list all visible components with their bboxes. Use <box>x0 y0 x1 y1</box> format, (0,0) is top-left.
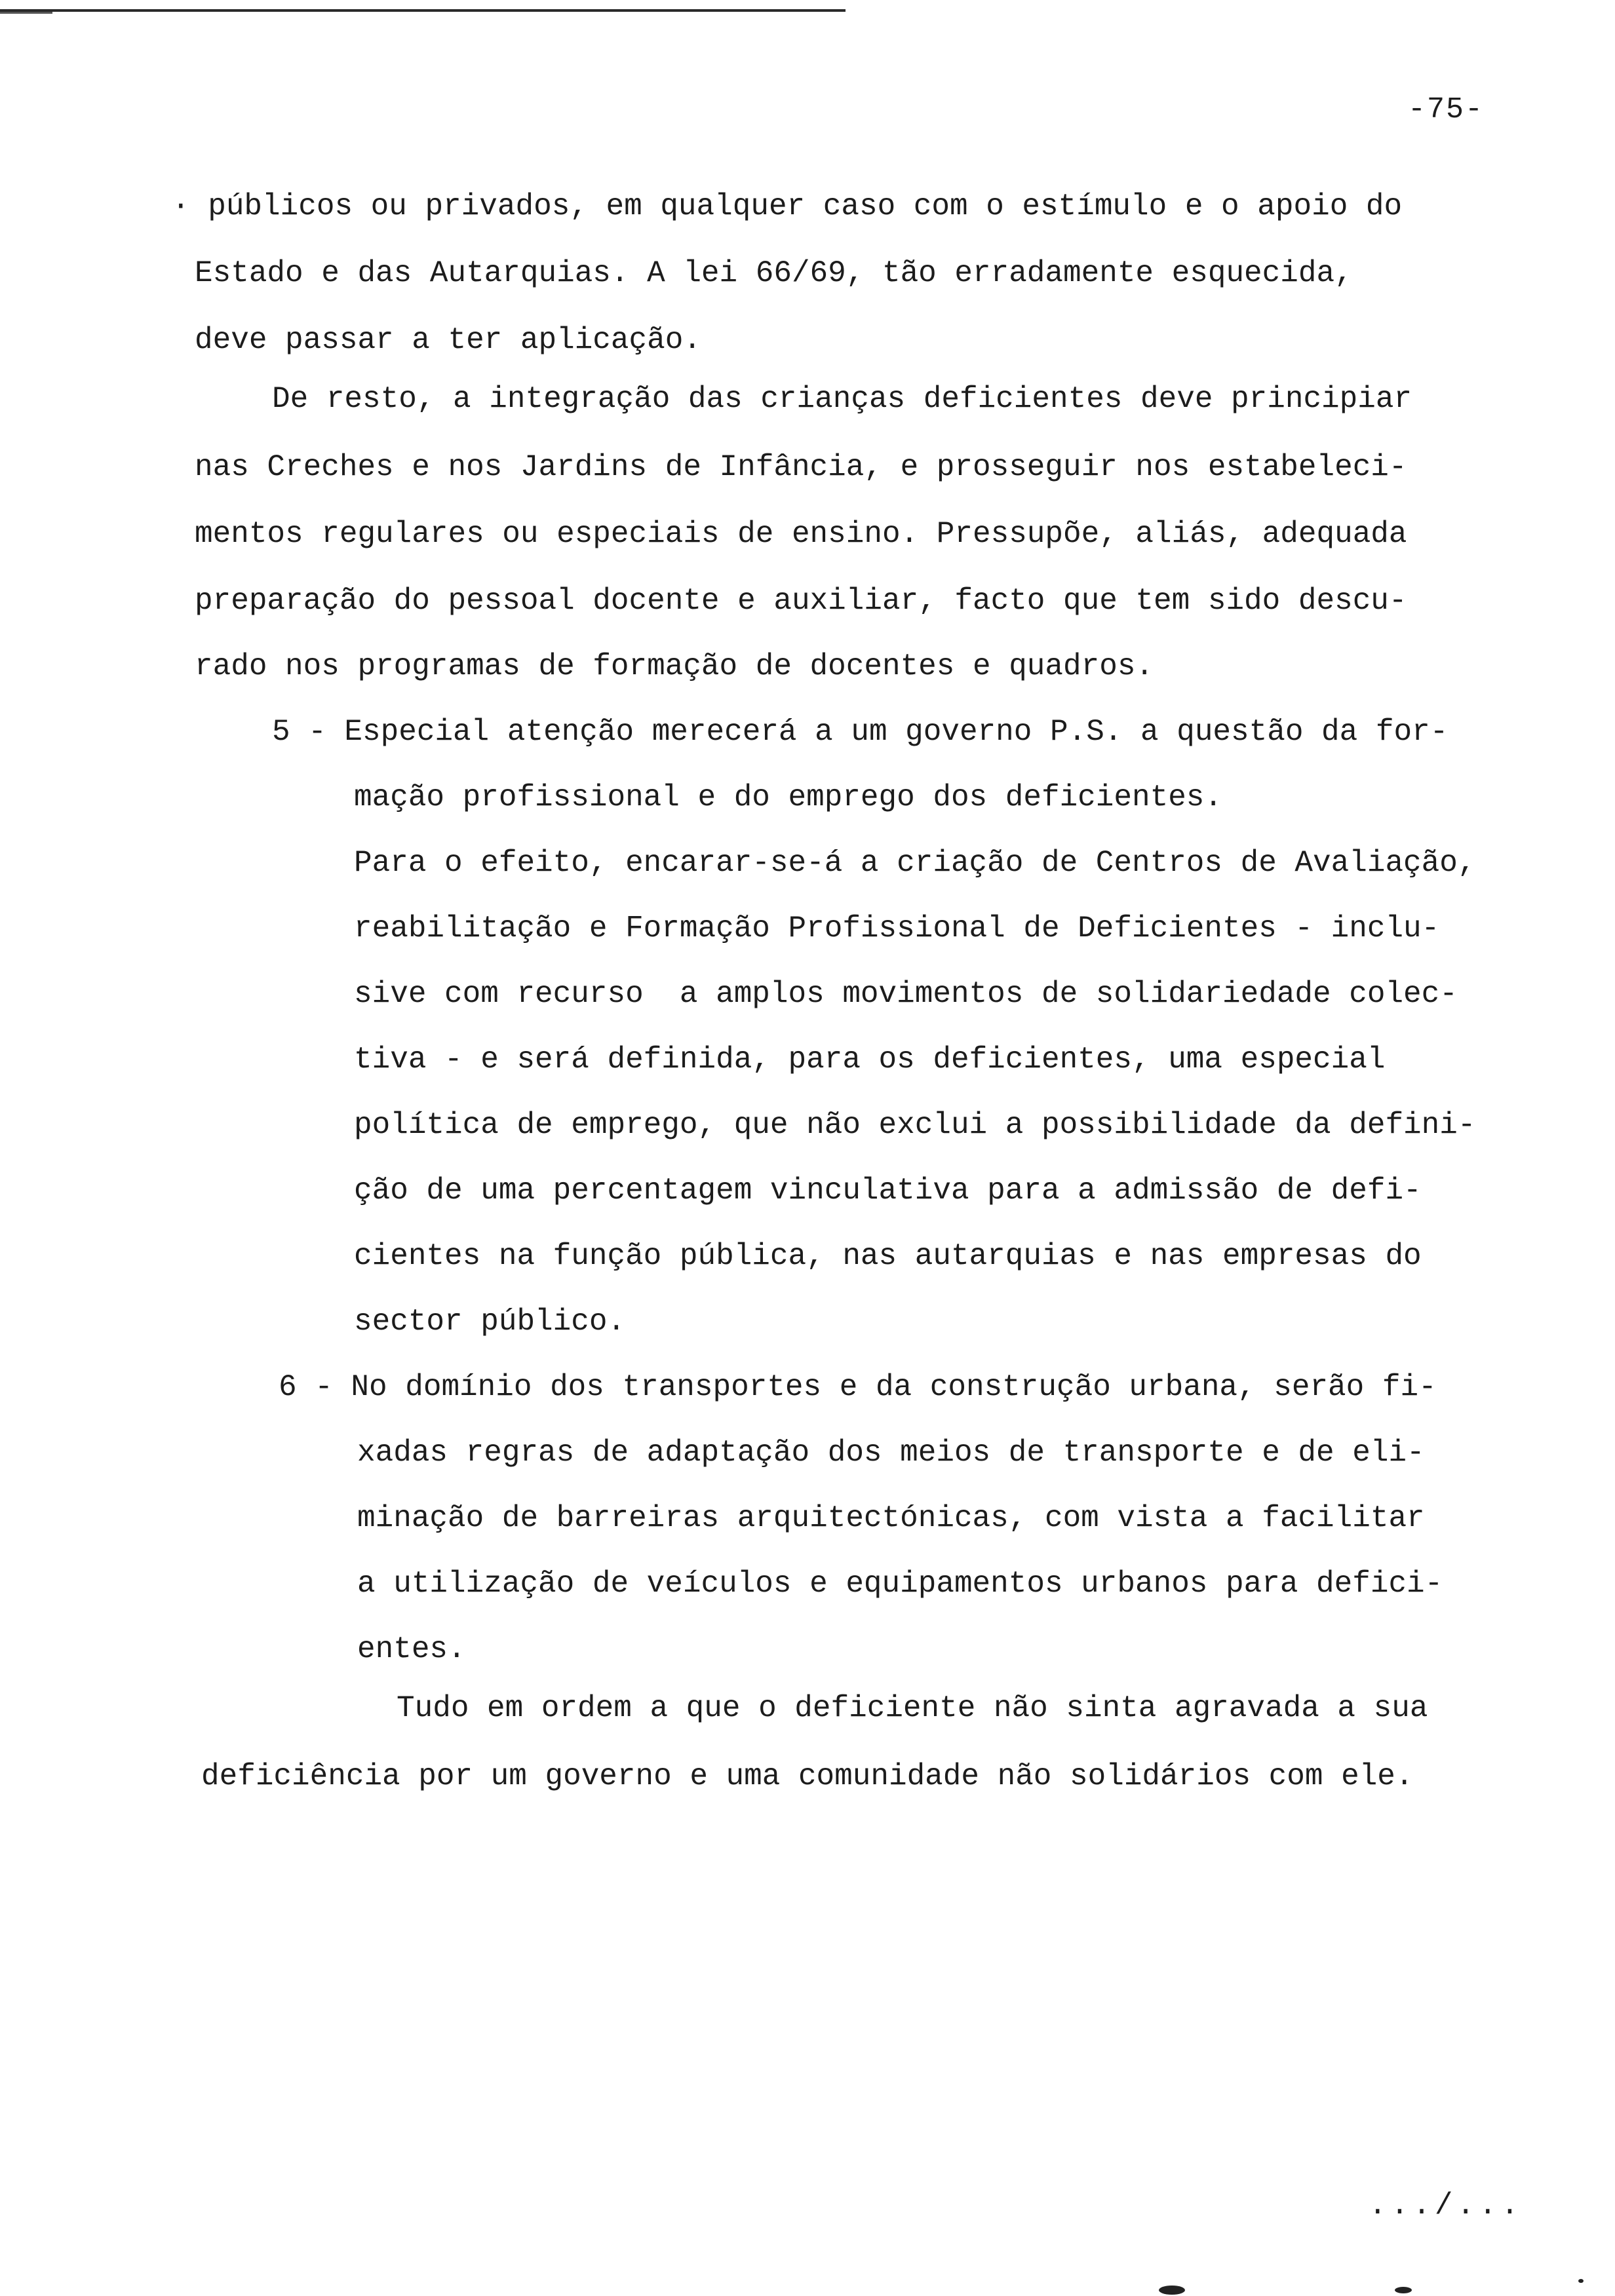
list-item-5-line: reabilitação e Formação Profissional de Deficientes - inclu- <box>354 911 1440 946</box>
list-item-5-line: cientes na função pública, nas autarquias e nas empresas do <box>354 1239 1422 1273</box>
closing-paragraph-line: Tudo em ordem a que o deficiente não sinta agravada a sua <box>397 1691 1428 1725</box>
list-item-5-line: sive com recurso a amplos movimentos de solidariedade colec- <box>354 977 1458 1011</box>
list-item-6-line: minação de barreiras arquitectónicas, com vista a facilitar <box>357 1501 1425 1535</box>
text-line: Estado e das Autarquias. A lei 66/69, tão erradamente esquecida, <box>195 256 1353 290</box>
scan-speck <box>1159 2286 1185 2295</box>
page-number: -75- <box>1408 93 1485 126</box>
top-rule-fragment <box>0 12 52 14</box>
text-line: preparação do pessoal docente e auxiliar, facto que tem sido descu- <box>195 584 1407 618</box>
text-line: nas Creches e nos Jardins de Infância, e prosseguir nos estabeleci- <box>195 450 1407 484</box>
list-item-5-line: tiva - e será definida, para os deficientes, uma especial <box>354 1043 1386 1077</box>
list-item-6-line: 6 - No domínio dos transportes e da construção urbana, serão fi- <box>279 1370 1437 1404</box>
continuation-mark: .../... <box>1369 2189 1523 2223</box>
text-line: mentos regulares ou especiais de ensino. Pressupõe, aliás, adequada <box>195 517 1407 551</box>
list-item-5-line: Para o efeito, encarar-se-á a criação de Centros de Avaliação, <box>354 846 1476 880</box>
list-item-6-line: xadas regras de adaptação dos meios de transporte e de eli- <box>357 1436 1425 1470</box>
top-rule <box>0 9 846 12</box>
list-item-5-line: sector público. <box>354 1305 626 1339</box>
list-item-5-line: mação profissional e do emprego dos deficientes. <box>354 780 1223 814</box>
list-item-6-line: entes. <box>357 1632 466 1666</box>
list-item-5-line: política de emprego, que não exclui a possibilidade da defini- <box>354 1108 1476 1142</box>
text-line: rado nos programas de formação de docentes e quadros. <box>195 649 1154 683</box>
text-line: deve passar a ter aplicação. <box>195 323 701 357</box>
text-line: · públicos ou privados, em qualquer caso com o estímulo e o apoio do <box>172 189 1403 223</box>
scan-speck <box>1395 2287 1412 2293</box>
list-item-6-line: a utilização de veículos e equipamentos urbanos para defici- <box>357 1567 1443 1601</box>
paragraph-start-line: De resto, a integração das crianças deficientes deve principiar <box>272 382 1412 416</box>
list-item-5-line: ção de uma percentagem vinculativa para a admissão de defi- <box>354 1174 1422 1208</box>
list-item-5-line: 5 - Especial atenção merecerá a um governo P.S. a questão da for- <box>272 715 1449 749</box>
scan-speck <box>1578 2279 1584 2283</box>
closing-paragraph-line: deficiência por um governo e uma comunidade não solidários com ele. <box>201 1759 1414 1793</box>
